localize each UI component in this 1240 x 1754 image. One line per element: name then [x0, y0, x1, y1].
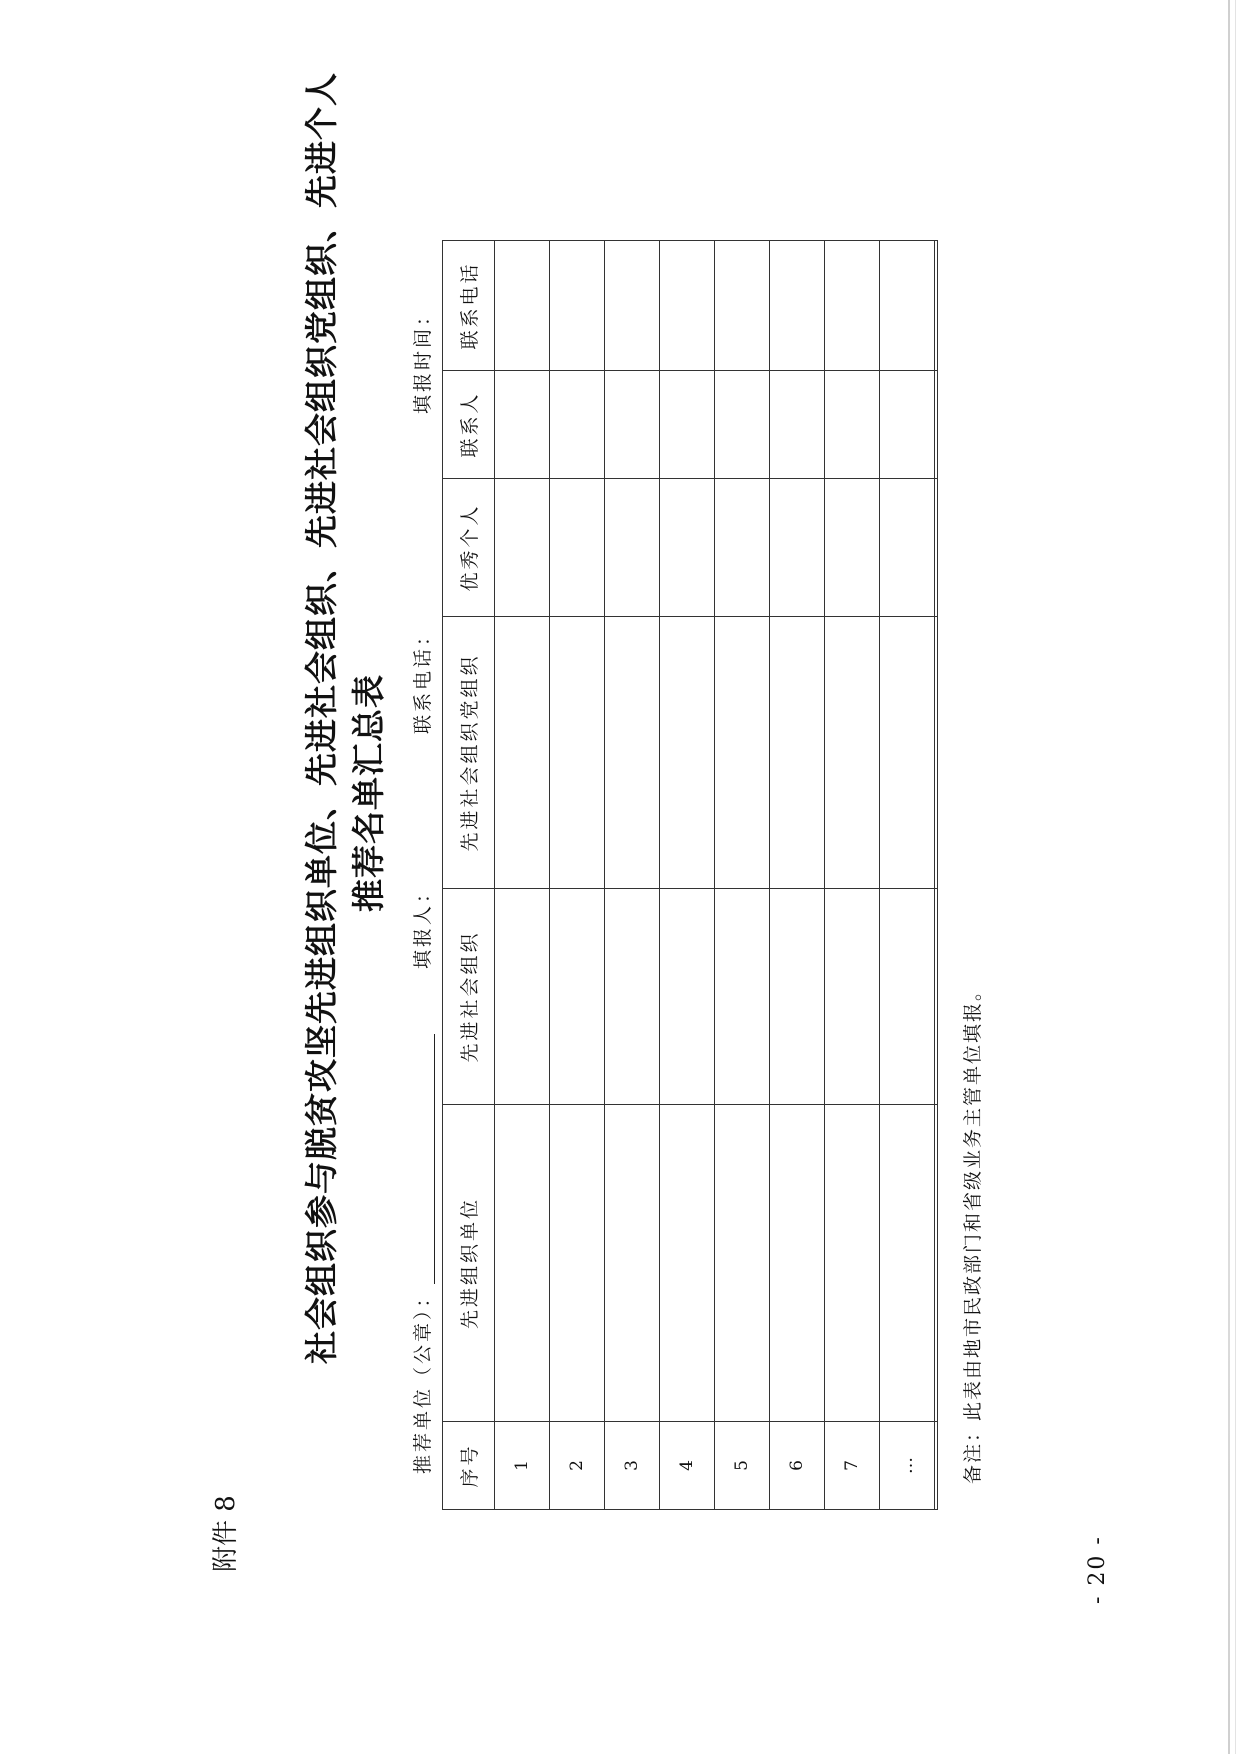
row-number: 4: [660, 1422, 715, 1510]
table-row: [605, 241, 660, 1510]
table-cell[interactable]: [715, 479, 770, 617]
table-cell[interactable]: [660, 889, 715, 1105]
table-cell[interactable]: [715, 241, 770, 371]
table-cell[interactable]: [880, 889, 935, 1105]
table-cell[interactable]: [935, 617, 938, 889]
recommend-unit-label: 推荐单位（公章）：: [412, 1285, 434, 1474]
page-number: - 20 -: [1085, 1535, 1110, 1604]
table-cell[interactable]: [550, 889, 605, 1105]
table-header-row: [443, 241, 495, 1510]
table-cell[interactable]: [715, 1105, 770, 1422]
fill-time-label: 填报时间：: [412, 303, 434, 414]
table-row: [880, 241, 935, 1510]
table-cell[interactable]: [495, 479, 550, 617]
table-cell[interactable]: [825, 479, 880, 617]
table-cell[interactable]: [550, 241, 605, 371]
header-advanced-party-org: 先进社会组织党组织: [443, 617, 495, 889]
row-number: 3: [605, 1422, 660, 1510]
row-number: 6: [770, 1422, 825, 1510]
table-cell[interactable]: [660, 479, 715, 617]
table-cell[interactable]: [935, 371, 938, 479]
header-contact-person: 联系人: [443, 371, 495, 479]
table-cell[interactable]: [605, 889, 660, 1105]
table-cell[interactable]: [880, 1105, 935, 1422]
table-cell[interactable]: [935, 479, 938, 617]
table-cell[interactable]: [880, 617, 935, 889]
table-cell[interactable]: [605, 1105, 660, 1422]
table-cell[interactable]: [770, 889, 825, 1105]
row-number: 1: [495, 1422, 550, 1510]
row-number: 7: [825, 1422, 880, 1510]
table-cell[interactable]: [550, 371, 605, 479]
table-cell[interactable]: [825, 1105, 880, 1422]
title-line-1: 社会组织参与脱贫攻坚先进组织单位、先进社会组织、先进社会组织党组织、先进个人: [302, 72, 341, 1364]
table-cell[interactable]: [715, 889, 770, 1105]
table-note: 备注：此表由地市民政部门和省级业务主管单位填报。: [962, 979, 984, 1484]
nomination-table: [442, 240, 938, 1510]
table-cell[interactable]: [880, 479, 935, 617]
table-cell[interactable]: [825, 371, 880, 479]
row-number: 2: [550, 1422, 605, 1510]
title-line-2: 推荐名单汇总表: [349, 674, 388, 912]
table-row: [495, 241, 550, 1510]
table-row: [715, 241, 770, 1510]
table-row: [660, 241, 715, 1510]
table-row: [550, 241, 605, 1510]
table-cell[interactable]: [605, 371, 660, 479]
table-cell[interactable]: [605, 617, 660, 889]
table-cell[interactable]: [550, 1105, 605, 1422]
table-cell[interactable]: [880, 241, 935, 371]
table-cell[interactable]: [825, 889, 880, 1105]
header-contact-phone: 联系电话: [443, 241, 495, 371]
recommend-unit-underline: [434, 1034, 435, 1284]
table-cell[interactable]: [825, 617, 880, 889]
table-cell[interactable]: [880, 371, 935, 479]
row-number: …: [880, 1422, 935, 1510]
header-advanced-org-unit: 先进组织单位: [443, 1105, 495, 1422]
table-cell[interactable]: [660, 617, 715, 889]
table-cell[interactable]: [660, 241, 715, 371]
table-cell[interactable]: [770, 241, 825, 371]
table-cell[interactable]: [495, 889, 550, 1105]
table-row: [770, 241, 825, 1510]
table-cell[interactable]: [495, 617, 550, 889]
table-cell[interactable]: [550, 617, 605, 889]
table-row: [935, 241, 938, 1510]
table-cell[interactable]: [660, 371, 715, 479]
table-cell[interactable]: [935, 241, 938, 371]
table-cell[interactable]: [605, 241, 660, 371]
table-cell[interactable]: [935, 889, 938, 1105]
table-cell[interactable]: [495, 371, 550, 479]
table-cell[interactable]: [770, 479, 825, 617]
header-excellent-individual: 优秀个人: [443, 479, 495, 617]
row-number: [935, 1422, 938, 1510]
table-cell[interactable]: [825, 241, 880, 371]
table-cell[interactable]: [935, 1105, 938, 1422]
table-cell[interactable]: [770, 371, 825, 479]
table-cell[interactable]: [770, 617, 825, 889]
table-cell[interactable]: [715, 617, 770, 889]
table-cell[interactable]: [605, 479, 660, 617]
attachment-label: 附件 8: [211, 1495, 241, 1572]
header-serial: 序号: [443, 1422, 495, 1510]
table-cell[interactable]: [770, 1105, 825, 1422]
header-advanced-social-org: 先进社会组织: [443, 889, 495, 1105]
table-cell[interactable]: [495, 241, 550, 371]
table-cell[interactable]: [660, 1105, 715, 1422]
row-number: 5: [715, 1422, 770, 1510]
table-cell[interactable]: [715, 371, 770, 479]
contact-phone-label: 联系电话：: [412, 623, 434, 734]
table-cell[interactable]: [495, 1105, 550, 1422]
filler-label: 填报人：: [412, 880, 434, 969]
table-cell[interactable]: [550, 479, 605, 617]
table-row: [825, 241, 880, 1510]
